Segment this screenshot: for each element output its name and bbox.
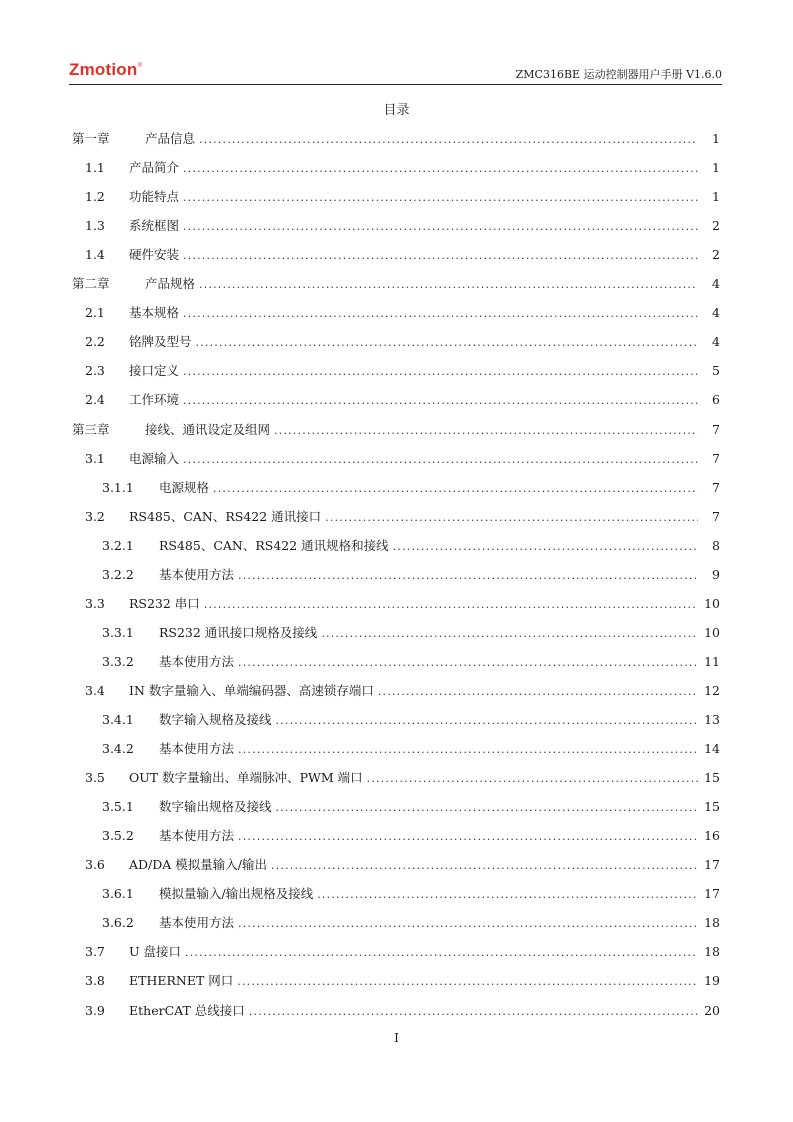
toc-entry[interactable] — [85, 937, 720, 966]
toc-entry-number: 3.8 — [85, 973, 105, 989]
toc-entry[interactable] — [85, 356, 720, 385]
dot-leader — [183, 212, 698, 241]
toc-entry[interactable] — [102, 473, 720, 502]
dot-leader — [276, 706, 698, 735]
toc-entry-title: 基本使用方法 — [159, 653, 235, 669]
toc-entry-number: 3.4 — [85, 682, 105, 698]
toc-entry-title: 基本使用方法 — [159, 915, 235, 931]
toc-entry-page: 15 — [704, 799, 720, 815]
toc-entry-page: 15 — [704, 770, 720, 786]
toc-entry-title: RS232 串口 — [129, 595, 200, 611]
dot-leader — [183, 386, 698, 415]
toc-entry-title: 工作环境 — [129, 392, 180, 408]
toc-entry-title: 电源输入 — [129, 450, 180, 466]
toc-entry-title: 基本使用方法 — [159, 828, 235, 844]
toc-entry-number: 2.3 — [85, 363, 105, 379]
toc-entry-number: 3.5 — [85, 770, 105, 786]
dot-leader — [199, 270, 698, 299]
toc-entry-number: 3.4.2 — [102, 741, 134, 757]
toc-entry-number: 3.3.1 — [102, 624, 134, 640]
toc-entry-number: 1.4 — [85, 247, 105, 263]
toc-entry-title: AD/DA 模拟量输入/输出 — [129, 857, 267, 873]
toc-entry-title: 产品规格 — [145, 276, 196, 292]
toc-entry-number: 3.4.1 — [102, 712, 134, 727]
toc-entry-page: 17 — [704, 886, 720, 902]
dot-leader — [238, 561, 698, 590]
dot-leader — [276, 793, 698, 822]
toc-entry-title: 产品简介 — [129, 160, 180, 176]
toc-entry-title: 接口定义 — [129, 363, 180, 379]
toc-entry-page: 17 — [704, 857, 720, 873]
toc-entry[interactable] — [102, 908, 720, 937]
toc-entry-page: 20 — [704, 1002, 720, 1018]
toc-entry-title: 数字输入规格及接线 — [159, 712, 272, 727]
toc-entry-number: 2.2 — [85, 334, 105, 350]
toc-entry-title: 基本使用方法 — [159, 566, 235, 582]
dot-leader — [196, 328, 698, 357]
toc-entry-page: 4 — [712, 276, 720, 292]
toc-entry-title: OUT 数字量输出、单端脉冲、PWM 端口 — [129, 770, 363, 786]
toc-entry-title: 系统框图 — [129, 218, 180, 234]
toc-entry-number: 3.2.2 — [102, 566, 134, 582]
dot-leader — [183, 445, 698, 474]
dot-leader — [321, 619, 698, 648]
toc-entry-page: 2 — [712, 247, 720, 263]
dot-leader — [213, 474, 698, 503]
dot-leader — [238, 909, 698, 938]
toc-entry-page: 18 — [704, 944, 720, 960]
toc-entry-title: 硬件安装 — [129, 247, 180, 263]
toc-entry[interactable] — [85, 444, 720, 473]
dot-leader — [183, 183, 698, 212]
toc-entry-number: 3.5.1 — [102, 799, 134, 815]
toc-entry-title: U 盘接口 — [129, 944, 182, 960]
page-number: I — [394, 1031, 399, 1045]
toc-entry-page: 1 — [712, 189, 720, 205]
toc-entry-number: 3.2.1 — [102, 537, 134, 553]
toc-entry-number: 3.3.2 — [102, 653, 134, 669]
toc-entry-title: RS485、CAN、RS422 通讯规格和接线 — [159, 537, 389, 553]
toc-entry[interactable] — [85, 996, 720, 1025]
toc-entry-page: 4 — [712, 334, 720, 350]
toc-entry-title: EtherCAT 总线接口 — [129, 1002, 245, 1018]
dot-leader — [183, 299, 698, 328]
toc-entry-number: 3.6 — [85, 857, 105, 873]
dot-leader — [199, 125, 698, 154]
toc-entry[interactable] — [85, 327, 720, 356]
toc-entry[interactable] — [85, 966, 720, 995]
toc-entry-page: 10 — [704, 595, 720, 611]
toc-entry-title: 模拟量输入/输出规格及接线 — [159, 886, 314, 902]
toc-entry-page: 9 — [712, 566, 720, 582]
toc-entry[interactable] — [85, 850, 720, 879]
dot-leader — [237, 967, 698, 996]
dot-leader — [325, 503, 698, 532]
toc-entry-title: RS232 通讯接口规格及接线 — [159, 624, 318, 640]
toc-entry[interactable] — [85, 502, 720, 531]
page-header — [69, 58, 722, 85]
toc-entry-number: 2.4 — [85, 392, 105, 408]
toc-entry-title: 铭牌及型号 — [129, 334, 192, 350]
dot-leader — [185, 938, 698, 967]
toc-entry-page: 1 — [712, 160, 720, 176]
toc-entry-page: 6 — [712, 392, 720, 408]
toc-entry-number: 2.1 — [85, 305, 105, 321]
dot-leader — [183, 154, 698, 183]
toc-entry[interactable] — [102, 531, 720, 560]
toc-entry-number: 1.1 — [85, 160, 105, 176]
toc-entry-title: 功能特点 — [129, 189, 180, 205]
toc-entry-page: 5 — [712, 363, 720, 379]
toc-entry-page: 12 — [704, 682, 720, 698]
toc-entry-title: 电源规格 — [159, 479, 210, 495]
toc-entry[interactable] — [85, 182, 720, 211]
toc-entry[interactable] — [102, 821, 720, 850]
toc-entry-number: 第三章 — [72, 421, 110, 437]
toc-entry-title: IN 数字量输入、单端编码器、高速锁存端口 — [129, 682, 374, 698]
toc-entry[interactable] — [102, 879, 720, 908]
toc-entry-number: 第二章 — [72, 276, 110, 292]
toc-entry[interactable] — [102, 734, 720, 763]
dot-leader — [238, 735, 698, 764]
dot-leader — [274, 416, 698, 445]
toc-entry-page: 10 — [704, 624, 720, 640]
toc-entry[interactable] — [85, 385, 720, 414]
toc-entry-number: 第一章 — [72, 131, 110, 146]
toc-entry-title: 产品信息 — [145, 131, 196, 146]
toc-entry[interactable] — [85, 763, 720, 792]
toc-entry-page: 18 — [704, 915, 720, 931]
toc-entry[interactable] — [102, 647, 720, 676]
toc-entry[interactable] — [85, 298, 720, 327]
dot-leader — [317, 880, 698, 909]
toc-entry-page: 7 — [712, 508, 720, 524]
toc-entry-number: 3.9 — [85, 1002, 105, 1018]
toc-entry[interactable] — [102, 705, 720, 734]
toc-entry-page: 14 — [704, 741, 720, 757]
toc-entry[interactable] — [72, 124, 720, 153]
toc-entry-number: 1.2 — [85, 189, 105, 205]
dot-leader — [204, 590, 698, 619]
dot-leader — [238, 648, 698, 677]
toc-entry-page: 19 — [704, 973, 720, 989]
toc-entry-page: 4 — [712, 305, 720, 321]
toc-entry-title: 基本规格 — [129, 305, 180, 321]
dot-leader — [183, 241, 698, 270]
toc-entry-title: 接线、通讯设定及组网 — [145, 421, 271, 437]
toc-entry-title: RS485、CAN、RS422 通讯接口 — [129, 508, 322, 524]
dot-leader — [367, 764, 698, 793]
toc-entry-number: 3.5.2 — [102, 828, 134, 844]
toc-entry-page: 7 — [712, 421, 720, 437]
dot-leader — [183, 357, 698, 386]
toc-entry-number: 3.2 — [85, 508, 105, 524]
toc-entry-page: 1 — [712, 131, 720, 146]
toc-entry-page: 11 — [704, 653, 720, 669]
toc-entry-page: 7 — [712, 450, 720, 466]
zmotion-logo: Zmotion® — [69, 60, 143, 79]
toc-entry-page: 13 — [704, 712, 720, 727]
toc-entry-number: 3.6.2 — [102, 915, 134, 931]
dot-leader — [393, 532, 698, 561]
toc-entry-page: 7 — [712, 479, 720, 495]
toc-entry-title: 基本使用方法 — [159, 741, 235, 757]
toc-entry[interactable] — [85, 676, 720, 705]
toc-entry-number: 3.1.1 — [102, 479, 134, 495]
toc-entry-title: 数字输出规格及接线 — [159, 799, 272, 815]
dot-leader — [271, 851, 698, 880]
toc-entry-number: 3.7 — [85, 944, 105, 960]
toc-entry-page: 2 — [712, 218, 720, 234]
toc-title: 目录 — [383, 103, 410, 118]
toc-entry[interactable] — [85, 153, 720, 182]
toc-entry-title: ETHERNET 网口 — [129, 973, 234, 989]
toc-entry[interactable] — [85, 211, 720, 240]
toc-entry-number: 3.3 — [85, 595, 105, 611]
toc-entry[interactable] — [102, 560, 720, 589]
toc-entry-number: 3.1 — [85, 450, 105, 466]
dot-leader — [249, 997, 698, 1026]
dot-leader — [238, 822, 698, 851]
toc-entry-number: 1.3 — [85, 218, 105, 234]
toc-entry[interactable] — [85, 589, 720, 618]
toc-entry[interactable] — [85, 240, 720, 269]
toc-entry-number: 3.6.1 — [102, 886, 134, 902]
toc-entry[interactable] — [102, 792, 720, 821]
toc-entry-page: 8 — [712, 537, 720, 553]
toc-entry[interactable] — [72, 269, 720, 298]
toc-entry[interactable] — [102, 618, 720, 647]
toc-entry-page: 16 — [704, 828, 720, 844]
toc-entry[interactable] — [72, 415, 720, 444]
document-title: ZMC316BE 运动控制器用户手册 V1.6.0 — [515, 68, 722, 81]
dot-leader — [378, 677, 698, 706]
